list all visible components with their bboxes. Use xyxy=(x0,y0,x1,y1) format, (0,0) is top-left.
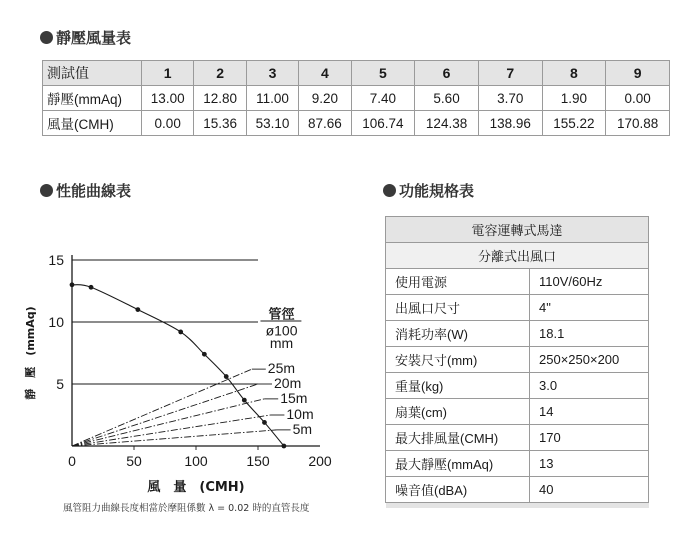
spec-row xyxy=(386,347,649,373)
table-header-cell: 4 xyxy=(299,61,351,86)
y-tick-label: 5 xyxy=(56,376,64,392)
spec-value: 110V/60Hz xyxy=(530,269,649,295)
table-cell: 9.20 xyxy=(299,86,351,111)
spec-key: 最大排風量(CMH) xyxy=(386,425,530,451)
table-cell: 12.80 xyxy=(194,86,246,111)
spec-key: 重量(kg) xyxy=(386,373,530,399)
spec-title-cell: 電容運轉式馬達 xyxy=(386,217,649,243)
performance-curve xyxy=(72,285,284,446)
chart-heading xyxy=(40,180,131,201)
data-point xyxy=(135,307,140,312)
spec-row xyxy=(386,321,649,347)
x-tick-label: 0 xyxy=(68,453,76,469)
pipe-label: mm xyxy=(269,335,294,352)
spec-title-row xyxy=(386,243,649,269)
table-cell: 87.66 xyxy=(299,111,351,136)
table-cell: 15.36 xyxy=(194,111,246,136)
table-cell: 155.22 xyxy=(542,111,606,136)
spec-row xyxy=(386,477,649,503)
resistance-label: 25m xyxy=(267,360,296,377)
spec-value: 18.1 xyxy=(530,321,649,347)
spec-table-footer xyxy=(386,503,649,509)
spec-value: 14 xyxy=(530,399,649,425)
spec-key: 出風口尺寸 xyxy=(386,295,530,321)
table-header-cell: 6 xyxy=(415,61,479,86)
resistance-label: 20m xyxy=(274,375,302,391)
spec-value: 13 xyxy=(530,451,649,477)
spec-row xyxy=(386,451,649,477)
spec-value: 170 xyxy=(530,425,649,451)
spec-row xyxy=(386,373,649,399)
chart-title: 性能曲線表 xyxy=(56,182,132,200)
table-header-cell: 1 xyxy=(142,61,194,86)
table-header-cell: 9 xyxy=(606,61,670,86)
table-cell: 7.40 xyxy=(351,86,415,111)
performance-curve-chart xyxy=(0,240,370,498)
spec-key: 消耗功率(W) xyxy=(386,321,530,347)
spec-title-cell: 分離式出風口 xyxy=(386,243,649,269)
bullet-icon xyxy=(383,184,396,197)
x-axis-label: 風 量 (CMH) xyxy=(147,480,245,495)
data-point xyxy=(202,352,207,357)
table-cell: 138.96 xyxy=(478,111,542,136)
table-header-cell: 8 xyxy=(542,61,606,86)
table-row-airflow xyxy=(43,111,670,136)
resistance-line xyxy=(72,430,277,446)
table-cell: 170.88 xyxy=(606,111,670,136)
table-header-cell: 7 xyxy=(478,61,542,86)
table-header-cell: 2 xyxy=(194,61,246,86)
table-header-cell: 3 xyxy=(246,61,298,86)
resistance-line xyxy=(72,384,258,446)
pipe-label: ø100 xyxy=(265,322,298,339)
table-cell: 106.74 xyxy=(351,111,415,136)
table-cell: 3.70 xyxy=(478,86,542,111)
resistance-line xyxy=(72,399,264,446)
y-tick-label: 15 xyxy=(48,252,64,268)
table-header-cell: 測試值 xyxy=(43,61,142,86)
x-tick-label: 200 xyxy=(308,453,332,469)
table-row-label: 靜壓(mmAq) xyxy=(43,86,142,111)
spec-table-title: 功能規格表 xyxy=(399,182,475,200)
spec-key: 使用電源 xyxy=(386,269,530,295)
table-cell: 0.00 xyxy=(606,86,670,111)
data-point xyxy=(262,420,267,425)
table-cell: 124.38 xyxy=(415,111,479,136)
spec-value: 3.0 xyxy=(530,373,649,399)
data-table-heading xyxy=(40,27,131,48)
spec-key: 扇葉(cm) xyxy=(386,399,530,425)
table-cell: 5.60 xyxy=(415,86,479,111)
resistance-line xyxy=(72,369,252,446)
table-cell: 0.00 xyxy=(142,111,194,136)
data-table-title: 靜壓風量表 xyxy=(56,29,132,47)
table-cell: 53.10 xyxy=(246,111,298,136)
data-point xyxy=(178,330,183,335)
table-row-label: 風量(CMH) xyxy=(43,111,142,136)
data-point xyxy=(70,282,75,287)
spec-footer-bar xyxy=(386,503,649,509)
x-tick-label: 50 xyxy=(126,453,142,469)
y-tick-label: 10 xyxy=(48,314,64,330)
spec-row xyxy=(386,425,649,451)
spec-row xyxy=(386,269,649,295)
spec-table-heading xyxy=(383,180,474,201)
x-tick-label: 150 xyxy=(246,453,270,469)
table-row-static-pressure xyxy=(43,86,670,111)
data-point xyxy=(89,285,94,290)
data-point xyxy=(242,398,247,403)
bullet-icon xyxy=(40,31,53,44)
y-axis-label: 靜 壓 (mmAq) xyxy=(24,306,37,400)
data-point xyxy=(224,374,229,379)
spec-row xyxy=(386,295,649,321)
spec-key: 噪音值(dBA) xyxy=(386,477,530,503)
spec-title-row xyxy=(386,217,649,243)
spec-value: 4" xyxy=(530,295,649,321)
resistance-label: 10m xyxy=(286,406,314,422)
resistance-line xyxy=(72,415,270,446)
bullet-icon xyxy=(40,184,53,197)
chart-footnote: 風管阻力曲線長度相當於摩阻係數 λ = 0.02 時的直管長度 xyxy=(63,503,310,514)
spec-row xyxy=(386,399,649,425)
table-cell: 11.00 xyxy=(246,86,298,111)
spec-key: 最大靜壓(mmAq) xyxy=(386,451,530,477)
table-header-cell: 5 xyxy=(351,61,415,86)
static-pressure-airflow-table xyxy=(42,60,670,136)
data-point xyxy=(281,444,286,449)
table-cell: 1.90 xyxy=(542,86,606,111)
table-cell: 13.00 xyxy=(142,86,194,111)
pipe-label: 管徑 xyxy=(268,307,295,323)
spec-table xyxy=(385,216,649,508)
resistance-label: 5m xyxy=(292,420,313,437)
resistance-label: 15m xyxy=(280,389,308,406)
spec-value: 250×250×200 xyxy=(530,347,649,373)
table-header-row xyxy=(43,61,670,86)
spec-value: 40 xyxy=(530,477,649,503)
x-tick-label: 100 xyxy=(184,453,208,469)
spec-key: 安裝尺寸(mm) xyxy=(386,347,530,373)
